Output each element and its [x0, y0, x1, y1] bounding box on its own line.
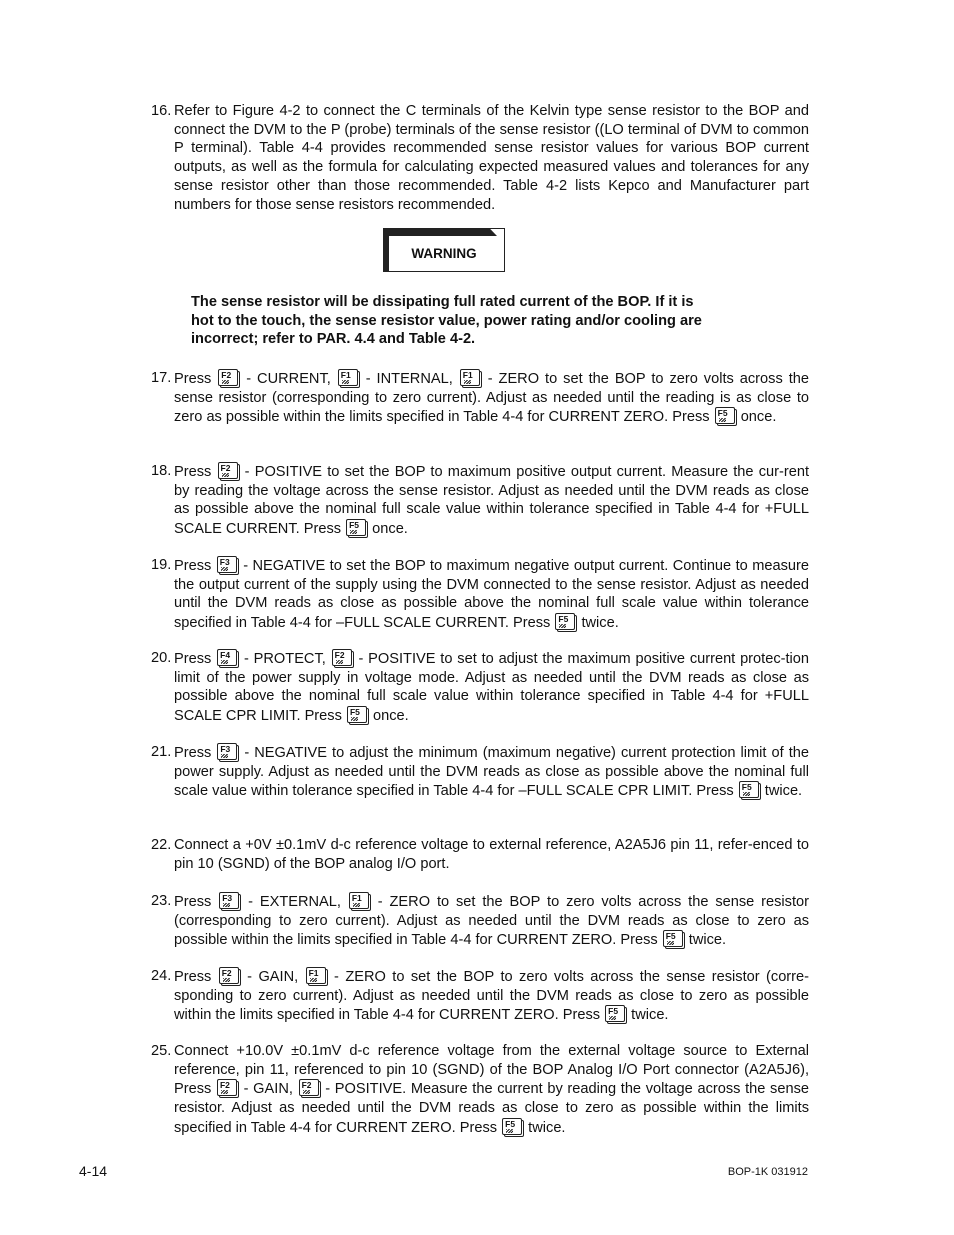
step-number: 16. — [151, 103, 172, 119]
function-key-f2-icon — [218, 462, 238, 479]
page-number: 4-14 — [79, 1163, 108, 1179]
step-number: 18. — [151, 463, 172, 479]
function-key-label: F1 — [462, 370, 473, 380]
step-text — [174, 967, 809, 1025]
function-key-f3-icon — [217, 556, 237, 573]
key-hatch-icon — [221, 754, 228, 758]
step-text-run: Press — [174, 969, 218, 985]
step-text-run: - ZERO to set the BOP to zero volts across the sense resistor (corresponding to zero current). Adjust as needed until the DVM reads as close to zero as possible within the limits specified in Table 4-4 for CURRENT ZERO. Press — [174, 894, 810, 949]
key-hatch-icon — [342, 380, 349, 384]
step-18 — [151, 462, 809, 539]
function-key-label: F1 — [308, 968, 319, 978]
key-hatch-icon — [667, 941, 674, 945]
function-key-f3-icon — [219, 892, 239, 909]
function-key-label: F1 — [351, 893, 362, 903]
key-hatch-icon — [221, 660, 228, 664]
function-key-f1-icon — [306, 967, 326, 984]
step-16 — [151, 102, 809, 214]
key-hatch-icon — [336, 660, 343, 664]
function-key-label: F3 — [220, 744, 231, 754]
key-hatch-icon — [351, 717, 358, 721]
step-24 — [151, 967, 809, 1025]
step-number: 24. — [151, 968, 172, 984]
step-text-run: - GAIN, — [240, 969, 305, 985]
function-key-f5-icon — [555, 613, 575, 630]
step-23 — [151, 892, 809, 950]
step-text-run: twice. — [760, 783, 803, 800]
key-hatch-icon — [310, 978, 317, 982]
key-hatch-icon — [464, 380, 471, 384]
step-text-run: - PROTECT, — [239, 651, 331, 667]
function-key-label: F5 — [665, 931, 676, 942]
step-text-run: Press — [174, 651, 217, 667]
function-key-f5-icon — [347, 706, 367, 723]
step-text — [174, 892, 809, 950]
step-text-run: - ZERO to set the BOP to zero volts across the sense resistor (corre-sponding to zero current). Adjust as needed until the DVM reads as close to zero as possible within the limits specified in Table 4-4 for CURRENT ZERO. Press — [174, 969, 809, 1024]
function-key-label: F2 — [301, 1080, 312, 1091]
function-key-f5-icon — [739, 781, 759, 798]
warning-callout — [383, 228, 505, 272]
step-number: 21. — [151, 744, 172, 760]
function-key-f1-icon — [338, 369, 358, 386]
step-number: 22. — [151, 837, 172, 853]
warning-text: The sense resistor will be dissipating full rated current of the BOP. If it is hot to the touch, the sense resistor value, power rating and/or cooling are incorrect; refer to PAR. 4.4 and Table 4-2. — [191, 294, 702, 348]
step-text-run: Press — [174, 464, 217, 480]
step-20 — [151, 649, 809, 726]
key-hatch-icon — [221, 567, 228, 571]
step-text — [174, 743, 809, 801]
step-text-run: twice. — [577, 615, 619, 632]
warning-label: WARNING — [411, 246, 477, 261]
step-text-run: Refer to Figure 4-2 to connect the C terminals of the Kelvin type sense resistor to the BOP and connect the DVM to the P (probe) terminals of the sense resistor ((LO terminal of DVM to common P terminal). Table 4-4 provides recommended sense resistor values for various BOP current outputs, as well as the formula for calculating expected measured values and tolerances for any sense resistor other than those recommended. Table 4-2 lists Kepco and Manufacturer part numbers for those sense resistors recommended. — [174, 103, 809, 213]
function-key-f3-icon — [217, 743, 237, 760]
step-text-run: twice. — [524, 1119, 566, 1136]
function-key-label: F5 — [349, 520, 360, 531]
step-text-run: - POSITIVE to set to adjust the maximum positive current protec-tion limit of the power supply in voltage mode. Adjust as needed until the DVM reads as close as possible above the nominal full scale value within tolerance specified in Table 4-4 for +FULL SCALE CPR LIMIT. Press — [174, 651, 810, 725]
step-25 — [151, 1042, 809, 1138]
step-text-run: twice. — [627, 1007, 669, 1024]
step-text-run: Press — [174, 558, 216, 574]
key-hatch-icon — [221, 1090, 228, 1094]
step-text-run: once. — [368, 521, 408, 538]
key-hatch-icon — [719, 418, 726, 422]
step-text — [174, 462, 809, 539]
step-text-run: Press — [174, 745, 217, 761]
function-key-label: F5 — [717, 408, 728, 419]
function-key-f2-icon — [217, 1079, 237, 1096]
step-text-run: once. — [736, 409, 777, 426]
step-number: 17. — [151, 370, 172, 386]
document-id: BOP-1K 031912 — [727, 1166, 808, 1178]
step-22 — [151, 836, 809, 873]
function-key-f1-icon — [349, 892, 369, 909]
step-text-run: once. — [368, 708, 409, 725]
step-text-run: - POSITIVE. Measure the current by reading the voltage across the sense resistor. Adjust as needed until the DVM reads as close to zero as possible within the limits specified in Table 4-4 for CURRENT ZERO. Press — [174, 1081, 810, 1136]
step-text-run: - EXTERNAL, — [241, 894, 348, 910]
step-text-run: - NEGATIVE to set the BOP to maximum negative output current. Continue to measure the output current of the supply using the DVM connected to the sense resistor. Adjust as needed until the DVM reads as close as possible above the nominal full scale value within tolerance specified in Table 4-4 for –FULL SCALE CURRENT. Press — [174, 558, 809, 632]
function-key-label: F2 — [219, 1080, 230, 1091]
key-hatch-icon — [223, 978, 230, 982]
step-text-run: Connect a +0V ±0.1mV d-c reference voltage to external reference, A2A5J6 pin 11, refer-enced to pin 10 (SGND) of the BOP analog I/O port. — [174, 837, 809, 872]
function-key-f2-icon — [218, 369, 238, 386]
step-number: 19. — [151, 557, 172, 573]
function-key-label: F3 — [219, 557, 230, 567]
function-key-label: F5 — [349, 707, 360, 718]
function-key-label: F2 — [220, 463, 231, 473]
step-text — [174, 649, 809, 726]
key-hatch-icon — [303, 1090, 310, 1094]
function-key-f5-icon — [663, 930, 683, 947]
step-text-run: - NEGATIVE to adjust the minimum (maximum negative) current protection limit of the power supply. Adjust as needed until the DVM reads as close as possible above the nominal full scale value within tolerance specified in Table 4-4 for –FULL SCALE CPR LIMIT. Press — [174, 745, 809, 800]
step-text-run: - GAIN, — [238, 1081, 298, 1098]
step-text-run: - POSITIVE to set the BOP to maximum positive output current. Measure the cur-rent by reading the voltage across the sense resistor. Adjust as needed until the DVM reads as close as possible above the nominal full scale value within tolerance specified in Table 4-4 for +FULL SCALE CURRENT. Press — [174, 464, 810, 538]
function-key-f2-icon — [299, 1079, 319, 1096]
key-hatch-icon — [743, 792, 750, 796]
step-text — [174, 102, 809, 214]
function-key-label: F5 — [558, 614, 569, 625]
function-key-label: F5 — [608, 1006, 619, 1017]
step-text-run: twice. — [684, 932, 727, 949]
step-number: 20. — [151, 650, 172, 666]
function-key-f5-icon — [346, 519, 366, 536]
key-hatch-icon — [350, 530, 357, 534]
step-number: 23. — [151, 893, 172, 909]
key-hatch-icon — [222, 380, 229, 384]
function-key-label: F5 — [505, 1118, 516, 1129]
key-hatch-icon — [559, 624, 566, 628]
step-text — [174, 836, 809, 873]
key-hatch-icon — [222, 473, 229, 477]
function-key-f4-icon — [217, 649, 237, 666]
step-text-run: - INTERNAL, — [359, 371, 459, 387]
function-key-label: F2 — [221, 968, 232, 978]
function-key-label: F3 — [222, 893, 233, 903]
step-21 — [151, 743, 809, 801]
key-hatch-icon — [223, 903, 230, 907]
function-key-f2-icon — [332, 649, 352, 666]
function-key-label: F2 — [334, 650, 345, 660]
key-hatch-icon — [506, 1129, 513, 1133]
function-key-f1-icon — [460, 369, 480, 386]
function-key-f5-icon — [715, 407, 735, 424]
step-19 — [151, 556, 809, 633]
function-key-f5-icon — [605, 1005, 625, 1022]
step-text-run: - CURRENT, — [240, 371, 337, 387]
step-text-run: Press — [174, 371, 218, 387]
function-key-label: F2 — [221, 370, 232, 380]
step-text — [174, 1042, 809, 1138]
step-text — [174, 556, 809, 633]
key-hatch-icon — [609, 1016, 616, 1020]
function-key-f5-icon — [502, 1118, 522, 1135]
key-hatch-icon — [353, 903, 360, 907]
function-key-label: F1 — [340, 370, 351, 380]
function-key-f2-icon — [219, 967, 239, 984]
step-text-run: - ZERO to set the BOP to zero volts across the sense resistor (corresponding to zero current). Adjust as needed until the reading is as close to zero as possible within the limits specified in Table 4-4 for CURRENT ZERO. Press — [174, 371, 809, 426]
step-text-run: Connect +10.0V ±0.1mV d-c reference voltage from the external voltage source to External reference, pin 11, referenced to pin 10 (SGND) of the BOP Analog I/O Port connector (A2A5J6), Press — [174, 1043, 809, 1098]
step-text — [174, 369, 809, 427]
function-key-label: F4 — [220, 650, 231, 660]
function-key-label: F5 — [741, 782, 752, 793]
step-17 — [151, 369, 809, 427]
step-text-run: Press — [174, 894, 219, 910]
step-number: 25. — [151, 1043, 172, 1059]
